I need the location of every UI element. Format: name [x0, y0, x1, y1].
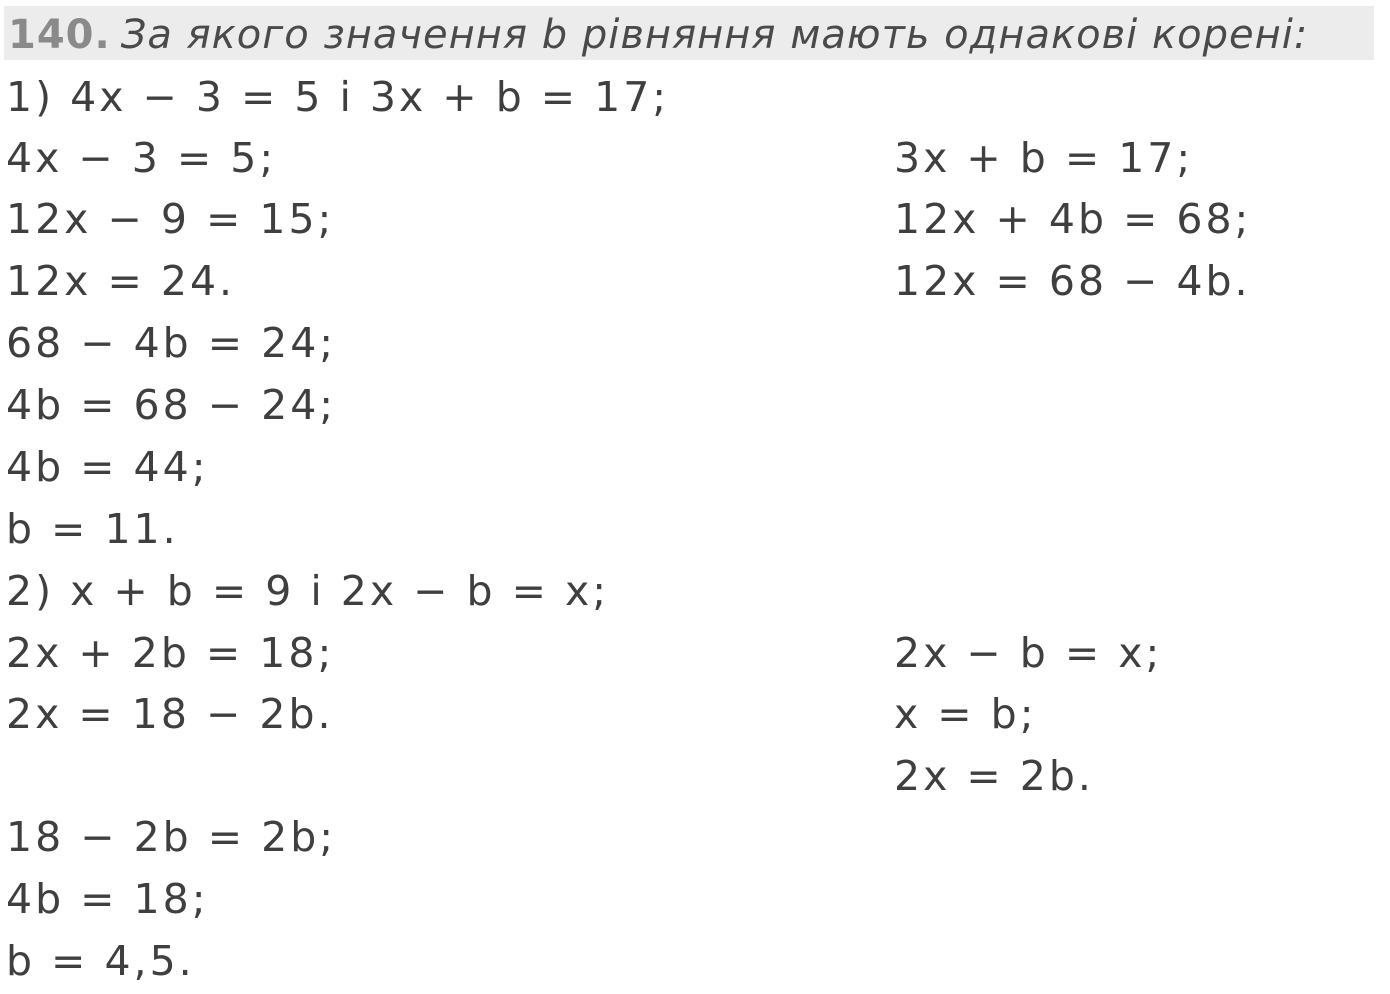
part1-right-line: 12x + 4b = 68; — [894, 195, 1252, 243]
part1-left-line: 4b = 68 − 24; — [6, 381, 337, 429]
part1-left-line: 68 − 4b = 24; — [6, 319, 337, 367]
part1-left-line: 12x − 9 = 15; — [6, 195, 335, 243]
part2-left-line: 4b = 18; — [6, 875, 209, 923]
part2-left-line: 2x + 2b = 18; — [6, 629, 335, 677]
part2-right-line: 2x − b = x; — [894, 629, 1163, 677]
part2-right-line: x = b; — [894, 690, 1037, 738]
part2-left-line: 18 − 2b = 2b; — [6, 813, 337, 861]
part2-heading: 2) x + b = 9 і 2x − b = x; — [6, 567, 610, 615]
task-question: За якого значення b рівняння мають однакові корені: — [120, 12, 1309, 58]
part2-left-line: b = 4,5. — [6, 937, 195, 985]
part1-left-line: 4x − 3 = 5; — [6, 134, 277, 182]
part1-heading: 1) 4x − 3 = 5 і 3x + b = 17; — [6, 73, 670, 121]
part1-right-line: 3x + b = 17; — [894, 134, 1194, 182]
part1-left-line: 12x = 24. — [6, 257, 236, 305]
part2-left-line: 2x = 18 − 2b. — [6, 690, 334, 738]
part1-left-line: 4b = 44; — [6, 443, 209, 491]
part1-right-line: 12x = 68 − 4b. — [894, 257, 1251, 305]
part1-left-line: b = 11. — [6, 505, 179, 553]
task-number: 140. — [8, 12, 111, 58]
task-title — [8, 8, 1308, 62]
part2-right-line: 2x = 2b. — [894, 752, 1094, 800]
